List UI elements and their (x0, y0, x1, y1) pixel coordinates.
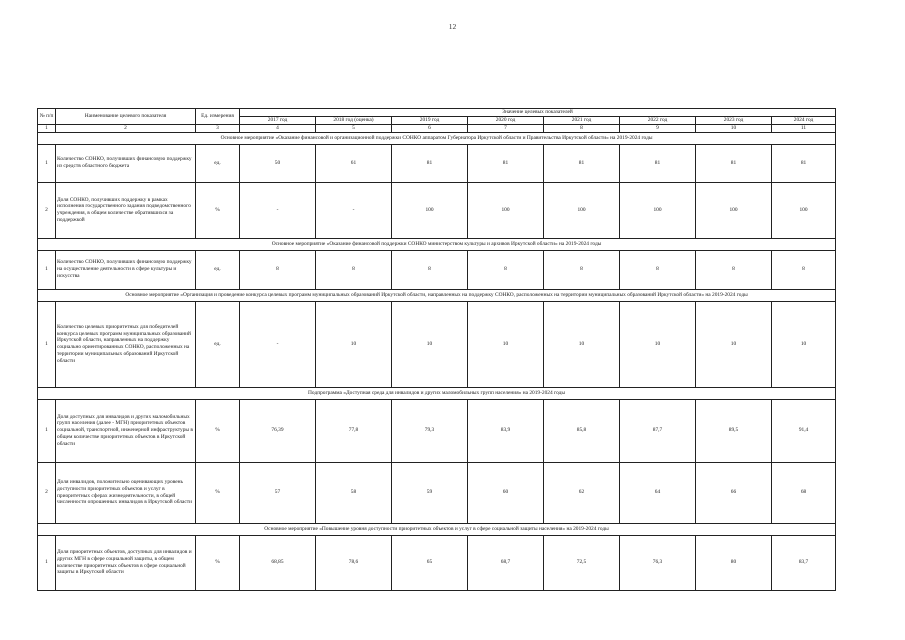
target-indicators-table (37, 108, 836, 591)
column-number: 10 (696, 124, 772, 132)
section-row (38, 289, 836, 301)
indicator-row (38, 535, 836, 590)
indicator-value: 10 (316, 301, 392, 387)
indicator-value: 87,7 (620, 399, 696, 462)
column-number: 8 (544, 124, 620, 132)
section-title: Основное мероприятие «Оказание финансовой поддержки СОНКО министерством культуры и архивов Иркутской области» на 2019-2024 годы (38, 238, 836, 250)
header-year: 2020 год (468, 116, 544, 124)
header-year: 2022 год (620, 116, 696, 124)
indicator-value: - (240, 182, 316, 238)
indicator-value: 83,7 (772, 535, 836, 590)
indicator-value: 10 (392, 301, 468, 387)
indicator-value: 72,5 (544, 535, 620, 590)
column-number-row (38, 124, 836, 132)
header-number: № п/п (38, 109, 56, 125)
row-number: 1 (38, 144, 56, 182)
indicator-value: 61 (316, 144, 392, 182)
indicator-value: 91,4 (772, 399, 836, 462)
indicator-value: 58 (316, 462, 392, 523)
indicator-value: 89,5 (696, 399, 772, 462)
indicator-value: 66 (696, 462, 772, 523)
indicator-value: 100 (392, 182, 468, 238)
section-row (38, 523, 836, 535)
column-number: 4 (240, 124, 316, 132)
indicator-row (38, 301, 836, 387)
column-number: 6 (392, 124, 468, 132)
indicator-name: Доля доступных для инвалидов и других маломобильных групп населения (далее - МГН) приоритетных объектов социальной, транспортной, инженерной инфраструктуры в общем количестве приоритетных объектов в Иркутской области (56, 399, 196, 462)
indicator-value: 100 (696, 182, 772, 238)
column-number: 11 (772, 124, 836, 132)
indicator-value: 79,3 (392, 399, 468, 462)
indicator-value: 8 (620, 250, 696, 289)
section-title: Основное мероприятие «Оказание финансовой и организационной поддержки СОНКО аппаратом Губернатора Иркутской области и Правительства Иркутской области» на 2019-2024 годы (38, 132, 836, 144)
section-row (38, 132, 836, 144)
column-number: 5 (316, 124, 392, 132)
section-title: Подпрограмма «Доступная среда для инвалидов и других маломобильных групп населения» на 2019-2024 годы (38, 387, 836, 399)
indicator-unit: ед. (196, 250, 240, 289)
indicator-value: 60 (468, 462, 544, 523)
section-title: Основное мероприятие «Повышение уровня доступности приоритетных объектов и услуг в сфере социальной защиты населения» на 2019-2024 годы (38, 523, 836, 535)
indicator-value: 68,7 (468, 535, 544, 590)
indicator-value: 50 (240, 144, 316, 182)
column-number: 7 (468, 124, 544, 132)
indicator-name: Доля инвалидов, положительно оценивающих уровень доступности приоритетных объектов и услуг в приоритетных сферах жизнедеятельности, в общей численности опрошенных инвалидов в Иркутской области (56, 462, 196, 523)
indicator-row (38, 250, 836, 289)
indicator-unit: % (196, 462, 240, 523)
header-indicator-name: Наименование целевого показателя (56, 109, 196, 125)
header-values-group: Значение целевых показателей (240, 109, 836, 117)
indicator-value: 77,8 (316, 399, 392, 462)
header-year: 2019 год (392, 116, 468, 124)
indicator-row (38, 462, 836, 523)
indicator-value: 81 (392, 144, 468, 182)
indicator-value: 8 (696, 250, 772, 289)
row-number: 1 (38, 399, 56, 462)
indicator-value: 10 (468, 301, 544, 387)
indicator-name: Доля СОНКО, получивших поддержку в рамках исполнения государственного задания подведомственного учреждения, в общем количестве обратившихся за поддержкой (56, 182, 196, 238)
indicator-value: 10 (544, 301, 620, 387)
column-number: 2 (56, 124, 196, 132)
section-title: Основное мероприятие «Организация и проведение конкурса целевых программ муниципальных образований Иркутской области, направленных на поддержку СОНКО, расположенных на территории муниципальных образований Иркутской области» на 2019-2024 годы (38, 289, 836, 301)
indicator-value: 80 (696, 535, 772, 590)
indicator-name: Количество СОНКО, получивших финансовую поддержку на осуществление деятельности в сфере культуры и искусства (56, 250, 196, 289)
indicator-value: 100 (468, 182, 544, 238)
indicator-value: 83,9 (468, 399, 544, 462)
indicator-row (38, 144, 836, 182)
indicator-value: 57 (240, 462, 316, 523)
column-number: 3 (196, 124, 240, 132)
indicator-row (38, 399, 836, 462)
page-number: 12 (448, 22, 457, 31)
indicator-value: - (240, 301, 316, 387)
indicator-unit: % (196, 399, 240, 462)
indicator-value: 76,39 (240, 399, 316, 462)
indicator-value: 81 (544, 144, 620, 182)
indicator-value: 68 (772, 462, 836, 523)
indicator-value: 81 (468, 144, 544, 182)
indicator-value: 68,85 (240, 535, 316, 590)
indicator-value: 8 (772, 250, 836, 289)
indicator-value: 62 (544, 462, 620, 523)
indicator-unit: ед. (196, 301, 240, 387)
indicator-value: 78,6 (316, 535, 392, 590)
indicator-value: 8 (544, 250, 620, 289)
indicator-unit: % (196, 535, 240, 590)
row-number: 1 (38, 535, 56, 590)
section-row (38, 238, 836, 250)
column-number: 1 (38, 124, 56, 132)
indicator-value: 100 (544, 182, 620, 238)
indicator-value: 65 (392, 535, 468, 590)
indicator-value: 100 (772, 182, 836, 238)
indicator-value: 10 (620, 301, 696, 387)
indicator-unit: % (196, 182, 240, 238)
row-number: 1 (38, 250, 56, 289)
column-number: 9 (620, 124, 696, 132)
indicator-value: - (316, 182, 392, 238)
indicator-value: 8 (468, 250, 544, 289)
indicator-value: 81 (620, 144, 696, 182)
header-year: 2024 год (772, 116, 836, 124)
indicator-value: 100 (620, 182, 696, 238)
indicator-unit: ед. (196, 144, 240, 182)
indicator-value: 8 (240, 250, 316, 289)
indicator-name: Доля приоритетных объектов, доступных для инвалидов и других МГН в сфере социальной защиты, в общем количестве приоритетных объектов в сфере социальной защиты в Иркутской области (56, 535, 196, 590)
header-unit: Ед. измерения (196, 109, 240, 125)
indicator-value: 81 (696, 144, 772, 182)
indicator-value: 81 (772, 144, 836, 182)
indicator-name: Количество СОНКО, получивших финансовую поддержку из средств областного бюджета (56, 144, 196, 182)
header-year: 2021 год (544, 116, 620, 124)
header-year: 2017 год (240, 116, 316, 124)
indicator-value: 59 (392, 462, 468, 523)
indicator-value: 10 (696, 301, 772, 387)
indicator-value: 8 (392, 250, 468, 289)
row-number: 2 (38, 462, 56, 523)
indicator-value: 76,3 (620, 535, 696, 590)
indicator-name: Количество целевых приоритетных для победителей конкурса целевых программ муниципальных образований Иркутской области, направленных на поддержку социально ориентированных СОНКО, расположенных на территории муниципальных образований Иркутской области (56, 301, 196, 387)
header-year: 2018 год (оценка) (316, 116, 392, 124)
section-row (38, 387, 836, 399)
indicator-value: 64 (620, 462, 696, 523)
row-number: 1 (38, 301, 56, 387)
row-number: 2 (38, 182, 56, 238)
header-year: 2023 год (696, 116, 772, 124)
indicator-value: 8 (316, 250, 392, 289)
indicator-value: 10 (772, 301, 836, 387)
indicator-row (38, 182, 836, 238)
indicator-value: 85,8 (544, 399, 620, 462)
header-row (38, 109, 836, 117)
